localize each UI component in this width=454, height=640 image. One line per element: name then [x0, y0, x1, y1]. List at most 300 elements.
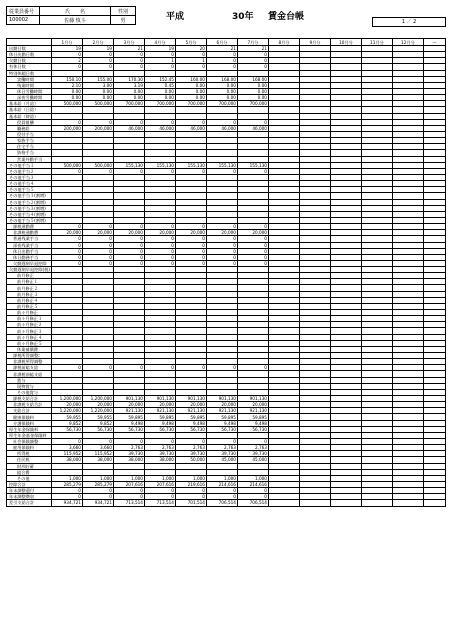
value-cell: 901,130	[113, 396, 144, 402]
value-cell: 0	[206, 119, 237, 125]
value-cell: 0	[51, 248, 82, 254]
row-label: その他手当４	[7, 181, 52, 187]
row-label: 深夜労働時間	[7, 95, 52, 101]
value-cell: 500,000	[82, 101, 113, 107]
value-cell: 0	[82, 236, 113, 242]
value-cell: 0	[113, 365, 144, 371]
row-label: 雇用保険料	[7, 445, 52, 451]
row-label: 支給合計	[7, 408, 52, 414]
month-header: 2月分	[82, 39, 113, 46]
value-cell: 0	[175, 242, 206, 248]
value-cell: 3.00	[82, 82, 113, 88]
value-cell: 713,514	[113, 500, 144, 506]
value-cell: 0	[175, 248, 206, 254]
value-cell: 0	[82, 119, 113, 125]
row-label: その他手当１	[7, 162, 52, 168]
value-cell: 46,000	[206, 125, 237, 131]
value-cell: 0	[206, 242, 237, 248]
row-label: 休業補償費	[7, 346, 52, 352]
value-cell: 160.00	[175, 76, 206, 82]
value-cell: 0	[175, 224, 206, 230]
value-cell: 0	[113, 254, 144, 260]
value-cell: 152.45	[144, 76, 175, 82]
value-cell: 0	[206, 236, 237, 242]
row-label: 前月修正４	[7, 297, 52, 303]
value-cell: 0	[82, 365, 113, 371]
row-label: 差引支給合計	[7, 500, 52, 506]
value-cell: 0	[144, 248, 175, 254]
value-cell: 0	[175, 236, 206, 242]
value-cell: 19	[82, 46, 113, 52]
value-cell: 21	[237, 46, 268, 52]
value-cell: 0.00	[237, 88, 268, 94]
row-label: 資格手当	[7, 150, 52, 156]
value-cell: 1,000	[237, 475, 268, 481]
month-header: 10月分	[330, 39, 361, 46]
row-label: 前々月修正５	[7, 340, 52, 346]
value-cell: 0	[51, 260, 82, 266]
page-number: 1 ／ 2	[372, 17, 446, 27]
row-label: 欠勤日数	[7, 58, 52, 64]
row-label: その他手当５(割増)	[7, 217, 52, 223]
value-cell: 0	[113, 224, 144, 230]
value-cell: 0.00	[206, 88, 237, 94]
value-cell: 0	[206, 64, 237, 70]
value-cell: 20,000	[206, 230, 237, 236]
value-cell: 0	[237, 168, 268, 174]
row-label: 年末調整還付	[7, 488, 52, 494]
row-label: その他手当１(割増)	[7, 193, 52, 199]
value-cell: 934,721	[51, 500, 82, 506]
row-label: その他手当２	[7, 168, 52, 174]
value-cell: 921,130	[175, 408, 206, 414]
value-cell: 0	[175, 488, 206, 494]
value-cell: 9,852	[82, 420, 113, 426]
month-header: 7月分	[237, 39, 268, 46]
value-cell: 46,000	[237, 125, 268, 131]
value-cell: 0	[175, 119, 206, 125]
value-cell: 0.00	[51, 88, 82, 94]
value-cell	[330, 500, 361, 506]
value-cell: 207,616	[113, 481, 144, 487]
value-cell: 115,952	[82, 451, 113, 457]
value-cell: 0	[206, 254, 237, 260]
value-cell: 20,000	[113, 402, 144, 408]
value-cell: 0	[82, 494, 113, 500]
value-cell: 2,763	[144, 445, 175, 451]
row-label: その他手当３(割増)	[7, 205, 52, 211]
value-cell: 0	[144, 494, 175, 500]
value-cell: 0	[237, 58, 268, 64]
row-label: 所得税	[7, 451, 52, 457]
row-label: 前月修正	[7, 273, 52, 279]
value-cell: 56,730	[206, 426, 237, 432]
value-cell: 0	[113, 439, 144, 445]
value-cell: 0	[206, 248, 237, 254]
value-cell: 39,730	[237, 451, 268, 457]
row-label: 前月修正２	[7, 285, 52, 291]
month-header: 1月分	[51, 39, 82, 46]
value-cell: 59,955	[51, 414, 82, 420]
row-label: 営業外勤手当	[7, 156, 52, 162]
value-cell: 0	[82, 488, 113, 494]
value-cell: 901,130	[206, 396, 237, 402]
value-cell: 0	[82, 64, 113, 70]
value-cell: 20,000	[82, 230, 113, 236]
row-label: 健康保険料	[7, 414, 52, 420]
name-label: 氏 名	[40, 7, 111, 16]
value-cell: 56,730	[51, 426, 82, 432]
value-cell: 0.00	[144, 95, 175, 101]
row-label: 非課税所得調整	[7, 359, 52, 365]
value-cell: 0	[113, 494, 144, 500]
value-cell: 19	[51, 46, 82, 52]
row-label: 基本給（日給）	[7, 107, 52, 113]
value-cell: 2.10	[51, 82, 82, 88]
value-cell: 0	[51, 168, 82, 174]
value-cell: 0	[237, 64, 268, 70]
value-cell: 0	[175, 439, 206, 445]
value-cell: 0	[82, 168, 113, 174]
value-cell: 39,730	[175, 451, 206, 457]
value-cell: 20,000	[144, 230, 175, 236]
value-cell: 0	[113, 64, 144, 70]
value-cell: 0	[51, 64, 82, 70]
value-cell: 1,200,000	[82, 396, 113, 402]
row-label: その他手当４(割増)	[7, 211, 52, 217]
ledger-row	[7, 500, 446, 506]
row-label: 普通残業手当	[7, 236, 52, 242]
value-cell: 0	[51, 242, 82, 248]
employee-sex: 男	[111, 16, 136, 25]
value-cell: 901,130	[144, 396, 175, 402]
value-cell: 0	[144, 119, 175, 125]
value-cell: 50,000	[175, 457, 206, 463]
row-label: 家族手当	[7, 138, 52, 144]
row-label: 組合費	[7, 469, 52, 475]
value-cell: 901,130	[237, 396, 268, 402]
value-cell: 1	[175, 58, 206, 64]
value-cell: 9,498	[113, 420, 144, 426]
value-cell: 0	[175, 254, 206, 260]
employee-name: 佐藤 慎斗	[40, 16, 111, 25]
month-header: 11月分	[361, 39, 392, 46]
value-cell: 0	[175, 168, 206, 174]
value-cell: 19	[144, 46, 175, 52]
row-label: 休日出勤日数	[7, 52, 52, 58]
row-label: 前々月修正３	[7, 328, 52, 334]
row-label: 厚生年金基金保険料	[7, 432, 52, 438]
value-cell: 0	[113, 260, 144, 266]
value-cell: 0	[144, 260, 175, 266]
value-cell: 56,730	[113, 426, 144, 432]
value-cell: 285,279	[82, 481, 113, 487]
row-label: 出勤日数	[7, 46, 52, 52]
value-cell: 0	[206, 439, 237, 445]
row-label: その他手当３	[7, 174, 52, 180]
value-cell: 0.45	[144, 82, 175, 88]
value-cell: 0	[113, 119, 144, 125]
value-cell: 59,895	[237, 414, 268, 420]
row-label: 役員報酬	[7, 119, 52, 125]
page-title: 賃金台帳	[268, 12, 305, 22]
value-cell: 56,730	[237, 426, 268, 432]
value-cell: 214,616	[237, 481, 268, 487]
row-label: 役付手当	[7, 131, 52, 137]
value-cell: 0	[113, 168, 144, 174]
value-cell: 0	[206, 168, 237, 174]
value-cell: 0	[175, 494, 206, 500]
row-label: 住宅手当	[7, 144, 52, 150]
value-cell: 0	[82, 248, 113, 254]
value-cell: 0	[237, 248, 268, 254]
employee-header	[6, 6, 136, 25]
value-cell: 20,000	[175, 402, 206, 408]
value-cell: 0.00	[113, 88, 144, 94]
value-cell: 0	[237, 365, 268, 371]
row-label: 介護保険料	[7, 420, 52, 426]
value-cell: 921,130	[113, 408, 144, 414]
row-label: 前々月修正２	[7, 322, 52, 328]
value-cell: 0	[144, 439, 175, 445]
value-cell: 21	[113, 46, 144, 52]
value-cell: 200,000	[82, 125, 113, 131]
value-cell: 38,000	[82, 457, 113, 463]
value-cell: 0	[144, 64, 175, 70]
value-cell: 59,895	[144, 414, 175, 420]
month-header: 3月分	[113, 39, 144, 46]
row-label: 深夜残業手当	[7, 242, 52, 248]
row-label: 課税支給合計	[7, 396, 52, 402]
value-cell: 0	[206, 224, 237, 230]
value-cell: 0	[237, 488, 268, 494]
value-cell: 20,000	[113, 230, 144, 236]
value-cell: 155,130	[113, 162, 144, 168]
value-cell: 2	[51, 58, 82, 64]
value-cell: 700,000	[175, 101, 206, 107]
value-cell: 39,730	[144, 451, 175, 457]
row-label: 前々月修正	[7, 310, 52, 316]
row-label: 有休日数	[7, 64, 52, 70]
value-cell: 9,498	[144, 420, 175, 426]
value-cell: 0.00	[206, 95, 237, 101]
value-cell: 168.00	[237, 76, 268, 82]
value-cell: 38,000	[51, 457, 82, 463]
value-cell: 39,730	[206, 451, 237, 457]
value-cell: 1,000	[144, 475, 175, 481]
value-cell: 20,000	[237, 230, 268, 236]
value-cell: 56,730	[82, 426, 113, 432]
value-cell: 934,721	[82, 500, 113, 506]
row-label: 課税通勤費	[7, 224, 52, 230]
value-cell: 200,000	[51, 125, 82, 131]
value-cell: 0	[82, 242, 113, 248]
row-label: 前々月修正１	[7, 316, 52, 322]
month-header: 4月分	[144, 39, 175, 46]
row-label: 休日勤務手当	[7, 254, 52, 260]
row-label: その他手当２(割増)	[7, 199, 52, 205]
value-cell: 20,000	[51, 230, 82, 236]
row-label: 休日出勤手当	[7, 248, 52, 254]
value-cell: 20,000	[82, 402, 113, 408]
value-cell: 155.00	[82, 76, 113, 82]
value-cell: 921,130	[206, 408, 237, 414]
value-cell: 1,220,000	[51, 408, 82, 414]
value-cell: 0	[206, 260, 237, 266]
value-cell: 0	[144, 242, 175, 248]
value-cell: 20,000	[237, 402, 268, 408]
value-cell: 0	[51, 494, 82, 500]
value-cell: 1,000	[113, 475, 144, 481]
value-cell: 0	[82, 224, 113, 230]
value-cell: 46,000	[144, 125, 175, 131]
value-cell: 155,130	[175, 162, 206, 168]
row-label: 残業時間	[7, 82, 52, 88]
value-cell: 20,000	[144, 402, 175, 408]
value-cell: 207,616	[144, 481, 175, 487]
row-label: 基本給（時給）	[7, 113, 52, 119]
value-cell: 0	[51, 254, 82, 260]
value-cell: 0.00	[51, 95, 82, 101]
value-cell: 0	[113, 248, 144, 254]
row-label: 年末調整徴収	[7, 494, 52, 500]
value-cell: 0	[82, 254, 113, 260]
value-cell: 59,895	[206, 414, 237, 420]
value-cell: 9,498	[206, 420, 237, 426]
value-cell: 150.10	[51, 76, 82, 82]
value-cell: 9,498	[175, 420, 206, 426]
month-header: —	[423, 39, 445, 46]
value-cell: 1,220,000	[82, 408, 113, 414]
row-label: 財形貯蓄	[7, 463, 52, 469]
value-cell: 700,000	[113, 101, 144, 107]
row-label: 基本給（月給）	[7, 101, 52, 107]
row-label: 欠勤遅刻早退控除(税)	[7, 267, 52, 273]
value-cell	[392, 500, 423, 506]
row-label: 賞与	[7, 377, 52, 383]
row-label: 実働時間	[7, 76, 52, 82]
value-cell: 0	[175, 52, 206, 58]
value-cell: 713,514	[144, 500, 175, 506]
value-cell: 46,000	[175, 125, 206, 131]
value-cell: 0.00	[82, 88, 113, 94]
value-cell: 155,130	[206, 162, 237, 168]
value-cell: 0	[237, 439, 268, 445]
row-label: 非課税支給合計	[7, 402, 52, 408]
row-label: 前月修正３	[7, 291, 52, 297]
value-cell: 0	[82, 439, 113, 445]
value-cell: 0	[113, 242, 144, 248]
value-cell: 0	[51, 52, 82, 58]
value-cell: 0	[51, 488, 82, 494]
value-cell: 170.30	[113, 76, 144, 82]
value-cell: 0.00	[82, 95, 113, 101]
row-label: 社会保険調整	[7, 439, 52, 445]
value-cell: 0	[51, 119, 82, 125]
value-cell	[268, 500, 299, 506]
row-label: 前々月修正４	[7, 334, 52, 340]
emp-no-value: 100002	[7, 16, 40, 25]
month-header: 12月分	[392, 39, 423, 46]
value-cell: 219,616	[175, 481, 206, 487]
value-cell: 0	[206, 488, 237, 494]
value-cell: 0	[237, 236, 268, 242]
value-cell: 3,660	[51, 445, 82, 451]
value-cell: 706,514	[237, 500, 268, 506]
row-label: 課税所得調整ﾆ	[7, 353, 52, 359]
value-cell: 56,730	[144, 426, 175, 432]
value-cell: 155,130	[144, 162, 175, 168]
row-label: その他	[7, 475, 52, 481]
emp-no-label: 従業員番号	[7, 7, 40, 16]
value-cell: 921,130	[144, 408, 175, 414]
value-cell: 38,000	[144, 457, 175, 463]
value-cell: 700,000	[206, 101, 237, 107]
value-cell: 1,000	[206, 475, 237, 481]
value-cell: 155,130	[237, 162, 268, 168]
sex-label: 性別	[111, 7, 136, 16]
row-label: 前月修正１	[7, 279, 52, 285]
value-cell: 0	[206, 52, 237, 58]
value-cell: 168.00	[206, 76, 237, 82]
value-cell: 0	[51, 224, 82, 230]
value-cell: 2,763	[206, 445, 237, 451]
month-header: 8月分	[268, 39, 299, 46]
value-cell: 0	[237, 494, 268, 500]
value-cell: 20,000	[51, 402, 82, 408]
value-cell	[361, 500, 392, 506]
value-cell: 2,763	[237, 445, 268, 451]
corner-cell	[7, 39, 52, 46]
value-cell: 0	[237, 119, 268, 125]
month-header: 9月分	[299, 39, 330, 46]
value-cell: 0	[113, 236, 144, 242]
value-cell: 45,000	[237, 457, 268, 463]
value-cell: 59,895	[113, 414, 144, 420]
value-cell	[299, 500, 330, 506]
value-cell: 9,498	[237, 420, 268, 426]
value-cell: 1,000	[51, 475, 82, 481]
value-cell: 0.00	[113, 95, 144, 101]
value-cell: 0	[144, 365, 175, 371]
row-label: 非課税前総支給	[7, 371, 52, 377]
value-cell: 0	[144, 236, 175, 242]
value-cell: 2,763	[175, 445, 206, 451]
month-header: 6月分	[206, 39, 237, 46]
value-cell: 115,952	[51, 451, 82, 457]
row-label: その他手当５	[7, 187, 52, 193]
row-label: 職務給	[7, 125, 52, 131]
value-cell: 59,955	[82, 414, 113, 420]
value-cell: 0.00	[144, 88, 175, 94]
row-label: 特別休暇日数	[7, 70, 52, 76]
value-cell: 0	[51, 439, 82, 445]
value-cell: 20,000	[175, 230, 206, 236]
value-cell: 214,616	[206, 481, 237, 487]
value-cell: 38,000	[113, 457, 144, 463]
value-cell: 0	[82, 58, 113, 64]
value-cell: 46,000	[113, 125, 144, 131]
value-cell: 1,000	[175, 475, 206, 481]
year: 30年	[232, 12, 254, 22]
value-cell: 9,852	[51, 420, 82, 426]
value-cell: 0.00	[175, 82, 206, 88]
value-cell: 0	[237, 224, 268, 230]
value-cell: 701,514	[175, 500, 206, 506]
row-label: 休日労働時間	[7, 88, 52, 94]
value-cell: 45,000	[206, 457, 237, 463]
value-cell: 0	[237, 260, 268, 266]
